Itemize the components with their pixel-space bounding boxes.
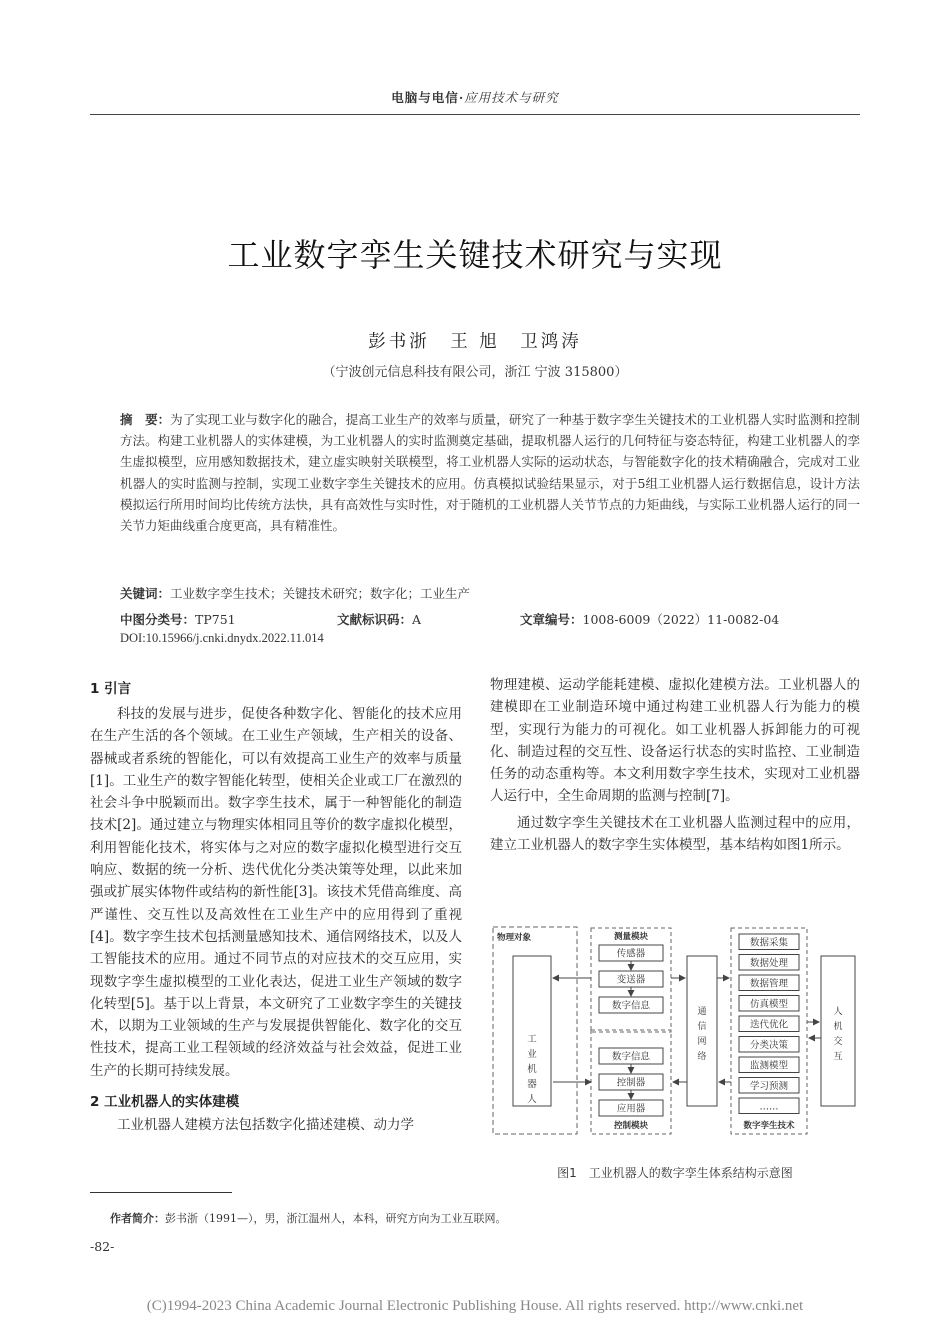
header-separator: · [458,90,465,105]
section-1-paragraph: 科技的发展与进步，促使各种数字化、智能化的技术应用在生产生活的各个领域。在工业生产领域，生产相关的设备、器械或者系统的智能化，可以有效提高工业生产的效率与质量[1]。工业生产的数字智能化转型，使相关企业或工厂在激烈的社会斗争中脱颖而出。数字孪生技术，属于一种智能化的制造技术[2]。通过建立与物理实体相同且等价的数字虚拟化模型，利用智能化技术，将实体与之对应的数字虚拟化模型进行交互响应、数据的统一分析、迭代优化分类决策等处理，以此来加强或扩展实体物件或结构的新性能[3]。该技术凭借高维度、高严谨性、交互性以及高效性在工业生产中的应用得到了重视[4]。数字孪生技术包括测量感知技术、通信网络技术，以及人工智能技术的应用。通过不同节点的对应技术的交互应用，实现数字孪生虚拟模型的工业化表达，促进工业生产领域的数字化转型[5]。基于以上背景，本文研究了工业数字孪生的关键技术，以期为工业领域的生产与发展提供智能化、数字化的交互性技术，提高工业工程领域的经济效益与社会效益，促进工业生产的长期可持续发展。 [90,706,462,1079]
control-module-label: 控制模块 [613,1121,649,1131]
robot-label [527,1034,537,1105]
vertical-char: 器 [527,1079,537,1090]
footnote-text: 彭书浙（1991—），男，浙江温州人，本科，研究方向为工业互联网。 [165,1212,507,1225]
vertical-char: 工 [527,1034,537,1045]
article-number-label: 文章编号： [520,612,583,627]
authors: 彭书浙 王 旭 卫鸿涛 [368,332,582,352]
journal-name: 电脑与电信 [391,90,459,105]
header-rule [90,114,860,115]
document-code [337,610,421,628]
clc-label: 中图分类号： [120,612,196,627]
footnote-label: 作者简介： [110,1212,165,1225]
journal-header [0,88,950,106]
journal-section: 应用技术与研究 [464,90,559,105]
vertical-char: 通 [697,1007,707,1017]
article-number [520,610,779,628]
section-1-heading: 1 引言 [90,681,132,697]
keywords-text: 工业数字孪生技术；关键技术研究；数字化；工业生产 [170,586,471,601]
copyright-notice: (C)1994-2023 China Academic Journal Electronic Publishing House. All rights reserved. http://www.cnki.net [146,1298,804,1314]
vertical-char: 人 [833,1007,843,1017]
page-number: -82- [90,1239,115,1254]
physical-object-label: 物理对象 [497,933,532,943]
section-2-paragraph-2: 通过数字孪生关键技术在工业机器人监测过程中的应用，建立工业机器人的数字孪生实体模型，基本结构如图1所示。 [490,814,860,854]
section-2-paragraph-cont: 物理建模、运动学能耗建模、虚拟化建模方法。工业机器人的建模即在工业制造环境中通过构建工业机器人行为能力的模型，实现行为能力的可视化。如工业机器人拆卸能力的可视化、制造过程的交互性、设备运行状态的实时监控、工业制造任务的动态重构等。本文利用数字孪生技术，实现对工业机器人运行中，全生命周期的监测与控制[7]。 [490,677,860,805]
diagram-node-label: 控制器 [616,1077,646,1089]
figure-caption: 图1 工业机器人的数字孪生体系结构示意图 [557,1166,793,1180]
clc-value: TP751 [195,612,236,627]
doc-code-label: 文献标识码： [337,612,413,627]
diagram-node-label: 数字信息 [611,1000,651,1012]
diagram-node-label: 监测模型 [749,1060,789,1072]
diagram-node-label: 学习预测 [749,1080,789,1092]
diagram-node-label: 数据采集 [749,937,789,949]
footnote-rule [90,1192,232,1193]
digital-twin-items [739,934,799,1114]
affiliation: （宁波创元信息科技有限公司，浙江 宁波 315800） [322,365,628,380]
control-items [599,1048,663,1116]
abstract-text: 为了实现工业与数字化的融合，提高工业生产的效率与质量，研究了一种基于数字孪生关键技术的工业机器人实时监测和控制方法。构建工业机器人的实体建模，为工业机器人的实时监测奠定基础，提取机器人运行的几何特征与姿态特征，构建工业机器人的孪生虚拟模型，应用感知数据技术，建立虚实映射关联模型，将工业机器人实际的运动状态，与智能数字化的技术精确融合，完成对工业机器人的实时监测与控制，实现工业数字孪生关键技术的应用。仿真模拟试验结果显示，对于5组工业机器人运行数据信息，设计方法模拟运行所用时间均比传统方法快，具有高效性与实时性，对于随机的工业机器人关节节点的力矩曲线，与实际工业机器人运行的同一关节力矩曲线重合度更高，具有精准性。 [120,412,860,534]
abstract [120,409,860,536]
keywords [120,584,860,602]
diagram-node-label: 应用器 [616,1103,646,1115]
article-number-value: 1008-6009（2022）11-0082-04 [582,612,780,627]
clc-number [120,610,236,628]
author-footnote [110,1210,507,1226]
doc-code-value: A [412,612,422,627]
abstract-label: 摘 要： [120,412,171,427]
vertical-char: 机 [527,1064,537,1075]
diagram-node-label: …… [759,1101,779,1113]
digital-twin-label: 数字孪生技术 [743,1121,795,1131]
architecture-diagram [491,922,861,1140]
doi: DOI:10.15966/j.cnki.dnydx.2022.11.014 [120,631,324,645]
hci-label [833,1005,842,1062]
diagram-node-label: 数据管理 [749,978,789,990]
measurement-module-label: 测量模块 [613,932,649,942]
network-label [697,1006,706,1062]
diagram-node-label: 分类决策 [749,1039,789,1051]
section-1 [90,677,462,1136]
vertical-char: 机 [833,1022,843,1032]
vertical-char: 网 [697,1037,707,1047]
vertical-char: 络 [697,1052,707,1062]
diagram-node-label: 仿真模型 [749,998,789,1010]
vertical-char: 互 [833,1052,843,1062]
section-2-heading: 2 工业机器人的实体建模 [90,1094,240,1111]
paper-title: 工业数字孪生关键技术研究与实现 [227,236,723,274]
keywords-label: 关键词： [120,586,171,601]
vertical-char: 信 [697,1022,707,1032]
vertical-char: 交 [833,1037,843,1047]
diagram-node-label: 传感器 [616,948,646,960]
vertical-char: 业 [527,1049,537,1060]
section-2-paragraph-start: 工业机器人建模方法包括数字化描述建模、动力学 [117,1117,414,1134]
right-column [490,674,860,856]
diagram-node-label: 数据处理 [749,957,789,969]
figure-1 [491,922,861,1140]
diagram-node-label: 迭代优化 [749,1019,789,1031]
measurement-items [599,945,663,1013]
vertical-char: 人 [527,1094,537,1105]
diagram-node-label: 变送器 [616,974,646,986]
diagram-node-label: 数字信息 [611,1051,651,1063]
